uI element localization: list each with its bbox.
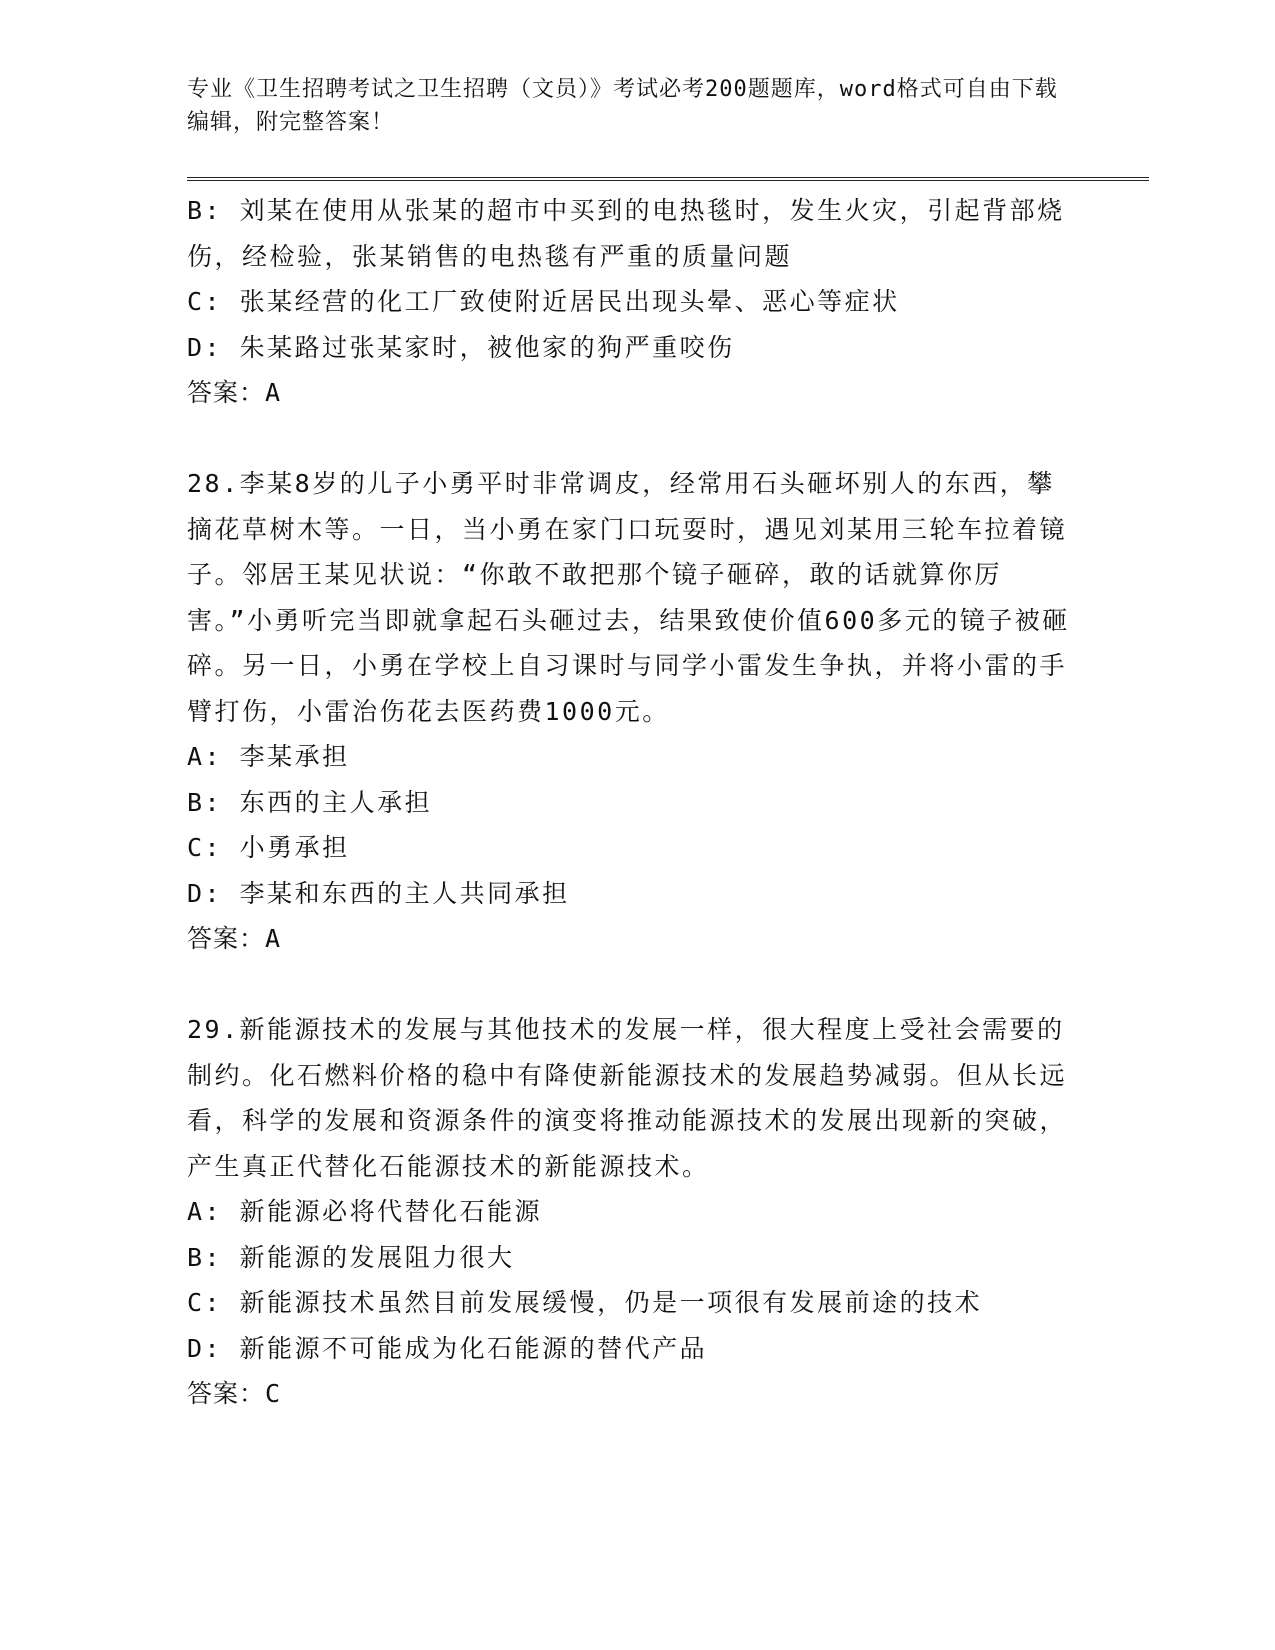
- spacer: [187, 962, 1077, 1008]
- spacer: [187, 416, 1077, 462]
- q28-option-c: C: 小勇承担: [187, 833, 350, 862]
- q29-option-a: A: 新能源必将代替化石能源: [187, 1197, 543, 1226]
- question-28-block: [187, 461, 1077, 962]
- header-divider: [187, 177, 1149, 181]
- q27-option-b: B: 刘某在使用从张某的超市中买到的电热毯时，发生火灾，引起背部烧伤，经检验，张某销售的电热毯有严重的质量问题: [187, 196, 1065, 271]
- page-header-title: 专业《卫生招聘考试之卫生招聘（文员）》考试必考200题题库，word格式可自由下载编辑，附完整答案！: [187, 77, 1058, 135]
- question-29-block: [187, 1007, 1077, 1417]
- q29-option-d: D: 新能源不可能成为化石能源的替代产品: [187, 1333, 708, 1363]
- q27-option-d: D: 朱某路过张某家时，被他家的狗严重咬伤: [187, 332, 735, 362]
- q28-stem: 28.李某8岁的儿子小勇平时非常调皮，经常用石头砸坏别人的东西，攀摘花草树木等。一日，当小勇在家门口玩耍时，遇见刘某用三轮车拉着镜子。邻居王某见状说：“你敢不敢把那个镜子砸碎，敢的话就算你厉害。”小勇听完当即就拿起石头砸过去，结果致使价值600多元的镜子被砸碎。另一日，小勇在学校上自习课时与同学小雷发生争执，并将小雷的手臂打伤，小雷治伤花去医药费1000元。: [187, 469, 1070, 726]
- question-27-block: [187, 188, 1077, 416]
- q28-option-a: A: 李某承担: [187, 742, 350, 771]
- q28-answer: 答案：A: [187, 924, 282, 953]
- q27-answer: 答案：A: [187, 378, 282, 407]
- q29-stem: 29.新能源技术的发展与其他技术的发展一样，很大程度上受社会需要的制约。化石燃料价格的稳中有降使新能源技术的发展趋势减弱。但从长远看，科学的发展和资源条件的演变将推动能源技术的发展出现新的突破，产生真正代替化石能源技术的新能源技术。: [187, 1015, 1068, 1181]
- q27-option-c: C: 张某经营的化工厂致使附近居民出现头晕、恶心等症状: [187, 287, 900, 316]
- q28-option-b: B: 东西的主人承担: [187, 787, 433, 817]
- q29-option-b: B: 新能源的发展阻力很大: [187, 1242, 515, 1272]
- question-content: [187, 188, 1077, 1417]
- q29-answer: 答案：C: [187, 1379, 282, 1408]
- q29-option-c: C: 新能源技术虽然目前发展缓慢，仍是一项很有发展前途的技术: [187, 1288, 983, 1317]
- q28-option-d: D: 李某和东西的主人共同承担: [187, 878, 570, 908]
